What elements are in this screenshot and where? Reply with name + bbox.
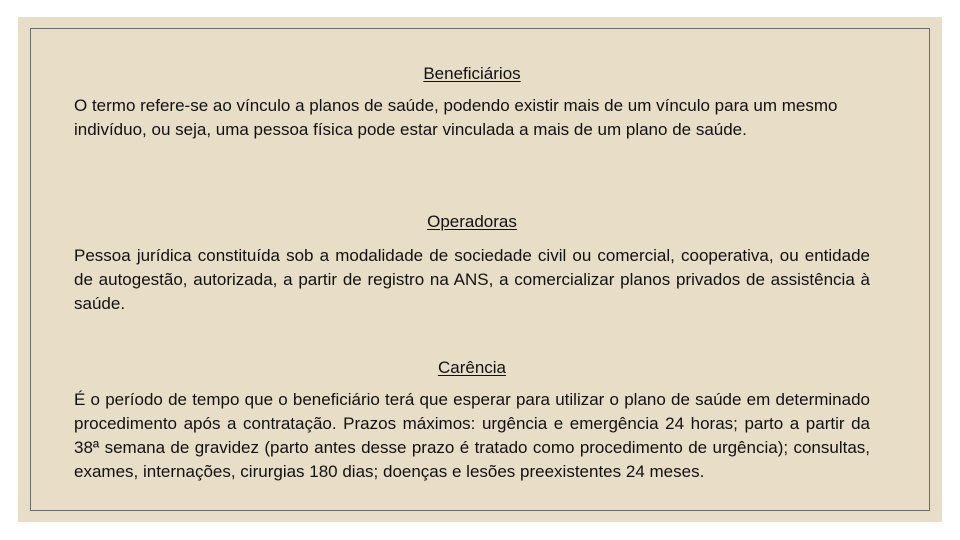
section-heading: Operadoras: [427, 212, 517, 231]
section-heading: Carência: [437, 358, 507, 377]
section-beneficiarios: [74, 64, 870, 142]
section-operadoras: [74, 212, 870, 316]
section-text: Pessoa jurídica constituída sob a modalidade de sociedade civil ou comercial, cooperativa, ou entidade de autogestão, autorizada, a partir de registro na ANS, a comercializar planos privados de assistência à saúde.: [74, 246, 870, 313]
section-heading: Beneficiários: [423, 64, 521, 83]
section-carencia: [74, 358, 870, 484]
section-text: O termo refere-se ao vínculo a planos de saúde, podendo existir mais de um vínculo para um mesmo indivíduo, ou seja, uma pessoa física pode estar vinculada a mais de um plano de saúde.: [74, 96, 838, 139]
section-text: É o período de tempo que o beneficiário terá que esperar para utilizar o plano de saúde em determinado procedimento após a contratação. Prazos máximos: urgência e emergência 24 horas; parto a partir da 38ª semana de gravidez (parto antes desse prazo é tratado como procedimento de urgência); consultas, exames, internações, cirurgias 180 dias; doenças e lesões preexistentes 24 meses.: [74, 390, 870, 481]
